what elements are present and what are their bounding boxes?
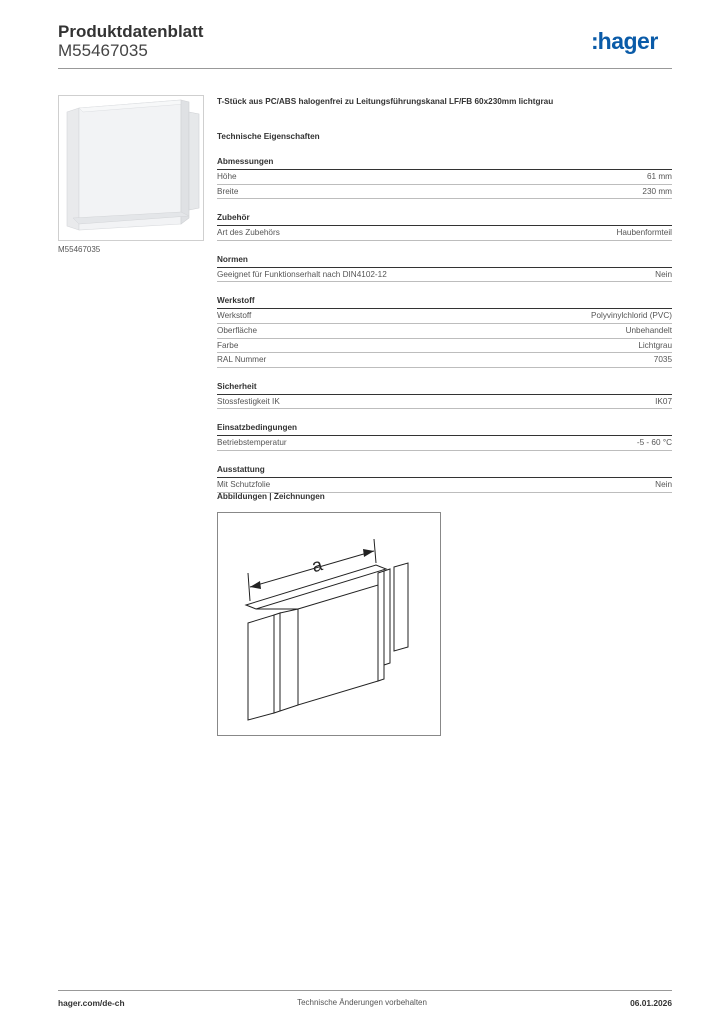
section-title: Werkstoff [217, 295, 672, 309]
footer-website-link[interactable]: hager.com/de-ch [58, 998, 125, 1008]
row-value: 61 mm [646, 172, 672, 181]
row-value: Nein [655, 269, 672, 279]
row-label: Breite [217, 186, 239, 196]
header-divider [58, 68, 672, 69]
table-row [217, 185, 672, 200]
section-normen [217, 254, 672, 283]
row-value: 7035 [653, 355, 672, 365]
section-title: Zubehör [217, 212, 672, 226]
row-value: -5 - 60 °C [636, 438, 672, 448]
product-description: T-Stück aus PC/ABS halogenfrei zu Leitungsführungskanal LF/FB 60x230mm lichtgrau [217, 97, 554, 106]
section-title: Ausstattung [217, 464, 672, 478]
drawings-title: Abbildungen | Zeichnungen [217, 492, 325, 501]
section-einsatzbedingungen [217, 422, 672, 451]
section-title: Normen [217, 254, 672, 268]
row-label: Stossfestigkeit IK [217, 396, 280, 406]
technical-drawing [217, 512, 441, 736]
table-row [217, 268, 672, 283]
section-title: Sicherheit [217, 381, 672, 395]
row-label: Geeignet für Funktionserhalt nach DIN4102-12 [217, 269, 387, 279]
image-caption: M55467035 [58, 245, 101, 254]
page-title: Produktdatenblatt [58, 22, 204, 41]
footer-notice: Technische Änderungen vorbehalten [297, 998, 427, 1007]
row-label: Oberfläche [217, 325, 258, 335]
row-value: Haubenformteil [616, 228, 672, 238]
row-label: Betriebstemperatur [217, 438, 287, 448]
table-row [217, 436, 672, 451]
row-value: Polyvinylchlorid (PVC) [591, 311, 672, 321]
row-label: Höhe [217, 172, 237, 181]
footer-date: 06.01.2026 [630, 998, 672, 1008]
footer-divider [58, 990, 672, 991]
t-piece-photo-icon [59, 96, 203, 240]
row-label: Art des Zubehörs [217, 228, 280, 238]
section-werkstoff [217, 295, 672, 367]
t-piece-drawing-icon [218, 513, 440, 735]
row-value: Unbehandelt [625, 325, 672, 335]
row-value: Lichtgrau [638, 340, 672, 350]
row-value: Nein [655, 479, 672, 489]
section-ausstattung [217, 464, 672, 493]
table-row [217, 353, 672, 368]
hager-logo [591, 28, 658, 55]
table-row [217, 395, 672, 410]
row-value: IK07 [655, 396, 672, 406]
row-label: Farbe [217, 340, 239, 350]
logo-dots-icon: : [591, 28, 598, 54]
row-label: Werkstoff [217, 311, 252, 321]
section-title: Einsatzbedingungen [217, 422, 672, 436]
technical-properties-title: Technische Eigenschaften [217, 132, 320, 141]
section-title: Abmessungen [217, 156, 672, 170]
table-row [217, 324, 672, 339]
section-sicherheit [217, 381, 672, 410]
row-value: 230 mm [642, 186, 672, 196]
product-image [58, 95, 204, 241]
section-abmessungen [217, 156, 672, 199]
table-row [217, 339, 672, 354]
table-row [217, 309, 672, 324]
table-row [217, 226, 672, 241]
table-row [217, 170, 672, 185]
logo-text: hager [597, 28, 658, 54]
table-row [217, 478, 672, 493]
article-number: M55467035 [58, 41, 148, 60]
row-label: Mit Schutzfolie [217, 479, 271, 489]
section-zubehoer [217, 212, 672, 241]
row-label: RAL Nummer [217, 355, 267, 365]
product-details [217, 96, 672, 493]
dimension-label: a [309, 554, 325, 577]
